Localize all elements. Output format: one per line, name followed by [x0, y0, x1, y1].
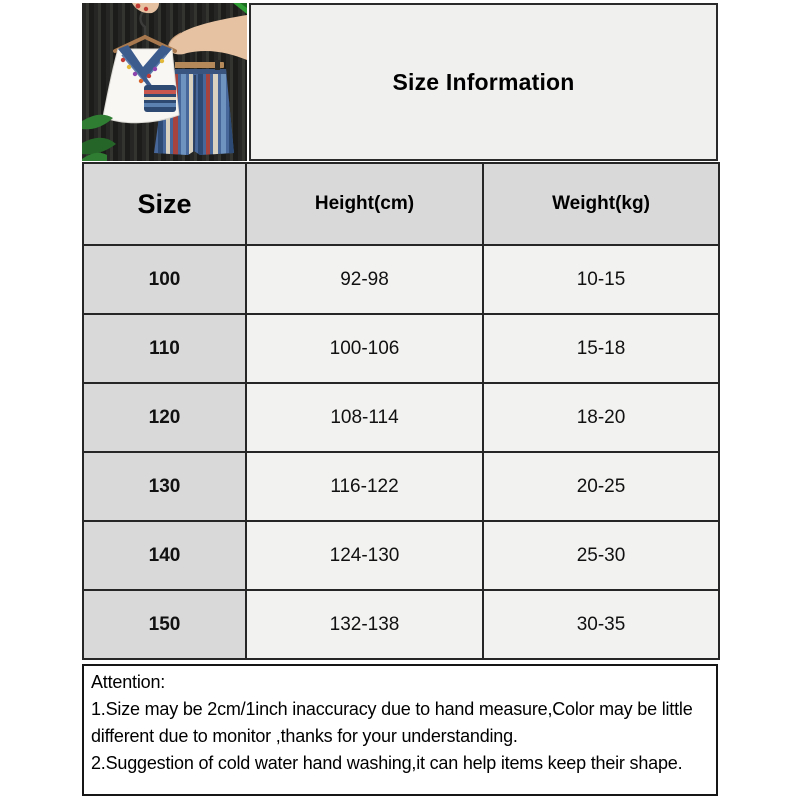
height-cell: 108-114	[246, 383, 483, 452]
height-cell: 124-130	[246, 521, 483, 590]
size-information-panel	[249, 3, 718, 161]
weight-cell: 15-18	[483, 314, 719, 383]
weight-cell: 10-15	[483, 245, 719, 314]
patterned-bag	[144, 85, 176, 112]
column-header-weight: Weight(kg)	[483, 163, 719, 245]
height-cell: 116-122	[246, 452, 483, 521]
size-cell: 130	[83, 452, 246, 521]
attention-line-2: different due to monitor ,thanks for your understanding.	[91, 726, 518, 746]
table-row	[83, 590, 719, 659]
table-row	[83, 521, 719, 590]
weight-cell: 18-20	[483, 383, 719, 452]
leaf-icon	[233, 3, 247, 14]
column-header-size: Size	[83, 163, 246, 245]
plant-leaves	[82, 115, 116, 161]
table-row	[83, 452, 719, 521]
size-cell: 120	[83, 383, 246, 452]
weight-cell: 20-25	[483, 452, 719, 521]
height-cell: 92-98	[246, 245, 483, 314]
size-cell: 140	[83, 521, 246, 590]
hand-red-nails	[132, 3, 159, 13]
size-table	[82, 162, 720, 660]
weight-cell: 25-30	[483, 521, 719, 590]
page-title: Size Information	[392, 68, 575, 95]
product-photo	[82, 3, 247, 161]
column-header-height: Height(cm)	[246, 163, 483, 245]
product-photo-illustration	[82, 3, 247, 161]
size-cell: 100	[83, 245, 246, 314]
table-row	[83, 383, 719, 452]
attention-title: Attention:	[91, 672, 166, 692]
attention-note	[82, 664, 718, 796]
height-cell: 132-138	[246, 590, 483, 659]
table-header-row	[83, 163, 719, 245]
table-row	[83, 245, 719, 314]
attention-line-1: 1.Size may be 2cm/1inch inaccuracy due to hand measure,Color may be little	[91, 699, 693, 719]
table-row	[83, 314, 719, 383]
size-cell: 150	[83, 590, 246, 659]
height-cell: 100-106	[246, 314, 483, 383]
attention-line-3: 2.Suggestion of cold water hand washing,it can help items keep their shape.	[91, 753, 683, 773]
size-cell: 110	[83, 314, 246, 383]
wooden-hanger-hook	[141, 10, 146, 37]
weight-cell: 30-35	[483, 590, 719, 659]
arm	[169, 15, 247, 60]
